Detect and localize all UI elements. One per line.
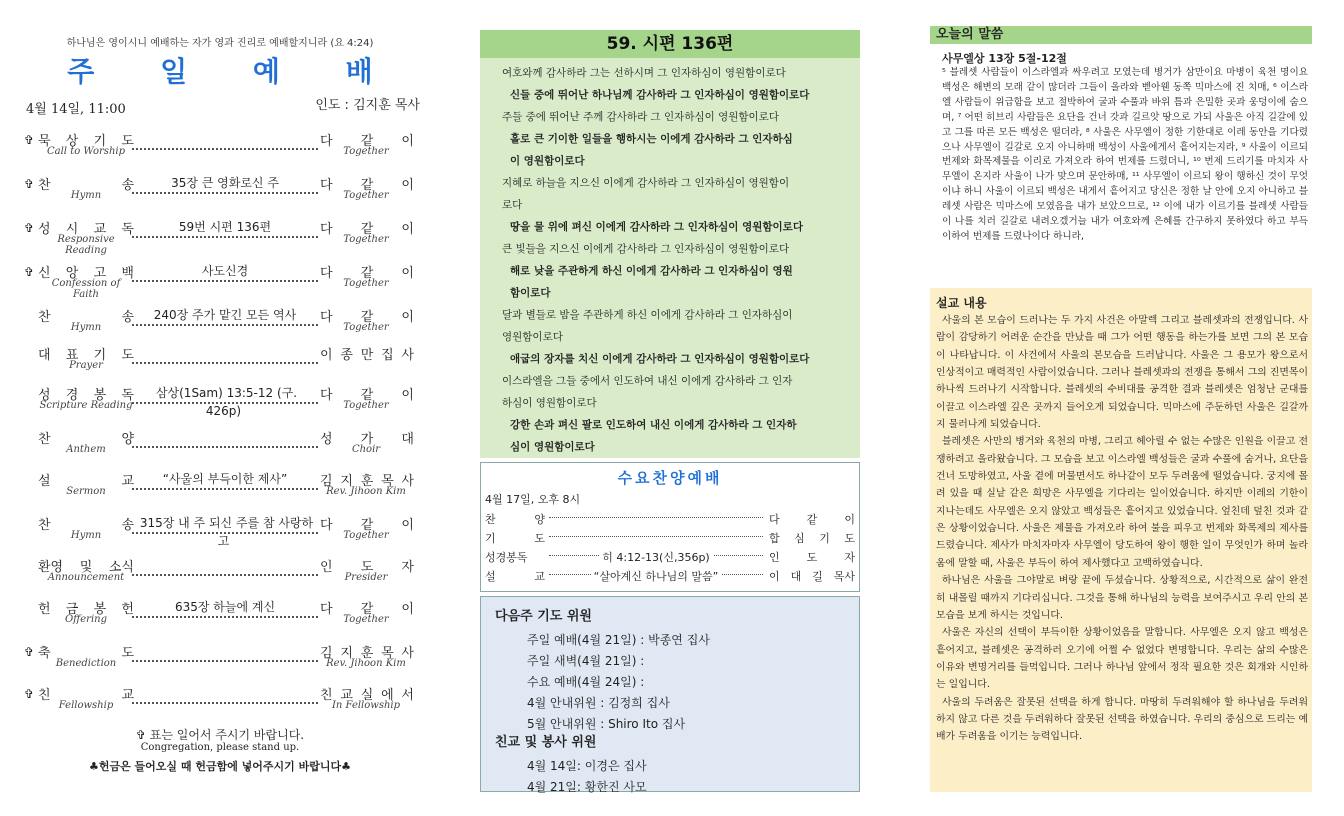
order-item-person: 다 같 이: [320, 266, 414, 281]
sermon-paragraph: 블레셋은 사만의 병거와 육천의 마병, 그리고 헤아릴 수 없는 수많은 인원을 이끌고 전쟁하려고 올라왔습니다. 그 모습을 보고 이스라엘 백성들은 굴과 수풀에 숨거나, 요단을 건너 도망하였고, 사울 곁에 머물면서도 하나같이 모두 두려움에 떨었습니다. 궁지에 몰려 있을 때 실낱 같은 희망은 사무엘을 기다리는 일이었습니다. 하지만 이레의 기한이 지나는데도 사무엘은 오지 않았고 백성들은 흩어지고 있었습니다. 엎친데 덮친 것과 같은 상황이었습니다. 사울은 제물을 가져오라 하여 불을 피우고 번제와 화목제의 제사를 드렸습니다. 제사가 마치자마자 사무엘이 당도하여 왕이 행한 일이 무엇인가 하며 놀라움에 말할 때, 사울은 부득이 하여 제사했다고 고백하였습니다.: [936, 436, 1308, 569]
order-item-person: 다 같 이: [320, 134, 414, 149]
stand-note: ✞ 표는 일어서 주시기 바랍니다.: [135, 728, 305, 742]
sermon-header: 설교 내용: [936, 296, 987, 310]
order-item: [20, 514, 420, 554]
order-item: [20, 306, 420, 346]
order-item-person: 김 지 훈 목 사: [320, 646, 414, 661]
leader-dots: [549, 536, 763, 537]
order-item-name: 환영 및 소식: [38, 560, 134, 575]
service-date: 4월 14일, 11:00: [26, 102, 126, 117]
order-item: [20, 598, 420, 638]
order-item-name: 찬 양: [38, 432, 134, 447]
stand-cross-icon: ✞: [24, 645, 35, 659]
psalm-line: 함이로다: [510, 287, 551, 299]
order-item-english: Confession of Faith: [51, 278, 121, 300]
order-item-name: 찬 송: [38, 310, 134, 325]
stand-cross-icon: ✞: [24, 133, 35, 147]
leader-dots: [132, 348, 318, 364]
order-item-person-english: Together: [343, 234, 389, 245]
fellowship-committee-item: 4월 21일: 황한진 사모: [527, 780, 647, 794]
order-item-person: 친 교 실 에 서: [320, 688, 414, 703]
psalm-line: 강한 손과 펴신 팔로 인도하여 내신 이에게 감사하라 그 인자하: [510, 419, 797, 431]
fellowship-committee-item: 4월 14일: 이경은 집사: [527, 759, 647, 773]
wednesday-service-box: [480, 462, 860, 592]
order-item-person-english: Together: [343, 614, 389, 625]
stand-note-english: Congregation, please stand up.: [140, 742, 300, 753]
order-item: [20, 470, 420, 510]
order-item-detail: 635장 하늘에 계신: [172, 600, 278, 614]
order-item-person: 다 같 이: [320, 310, 414, 325]
psalm-line: 애굽의 장자를 치신 이에게 감사하라 그 인자하심이 영원함이로다: [510, 353, 810, 365]
order-item-person-english: Together: [343, 400, 389, 411]
prayer-committee-item: 주일 새벽(4월 21일) :: [527, 654, 645, 668]
order-item-english: Prayer: [69, 360, 103, 371]
wednesday-item-name: 성경봉독: [485, 551, 528, 564]
order-item-detail: 삼상(1Sam) 13:5-12 (구. 426p): [153, 386, 297, 418]
order-item-person: 다 같 이: [320, 388, 414, 403]
order-item-english: Sermon: [66, 486, 106, 497]
psalm-lines: [502, 62, 852, 458]
order-item: [20, 428, 420, 468]
wednesday-order-item: [485, 549, 855, 567]
wednesday-order-item: [485, 511, 855, 529]
order-item-name: 신 앙 고 백: [38, 266, 134, 281]
wednesday-item-person: 다 같 이: [769, 513, 855, 526]
order-item-person: 다 같 이: [320, 518, 414, 533]
sermon-paragraph: 사울의 두려움은 잘못된 선택을 하게 합니다. 마땅히 두려워해야 할 하나님을 두려워 하지 않고 다른 것을 두려워하다 잘못된 선택을 하였습니다. 우리의 중심으로 드리는 예배가 두려움을 이기는 능력입니다.: [936, 696, 1308, 743]
order-item: [20, 556, 420, 596]
order-item-english: Offering: [64, 614, 108, 625]
psalm-line: 지혜로 하늘을 지으신 이에게 감사하라 그 인자하심이 영원함이: [502, 177, 790, 189]
sermon-summary-box: [930, 288, 1312, 792]
wednesday-order-item: [485, 568, 855, 586]
order-item-english: Hymn: [70, 530, 102, 541]
psalm-line: 심이 영원함이로다: [510, 441, 595, 453]
stand-cross-icon: ✞: [24, 265, 35, 279]
wednesday-item-name: 설 교: [485, 570, 545, 583]
psalm-line: 주들 중에 뛰어난 주께 감사하라 그 인자하심이 영원함이로다: [502, 111, 779, 123]
order-item-person-english: Together: [343, 190, 389, 201]
fellowship-committee-header: 친교 및 봉사 위원: [495, 735, 597, 750]
order-item: [20, 262, 420, 302]
order-item-person: 다 같 이: [320, 178, 414, 193]
wednesday-item-detail: “살아계신 하나님의 말씀”: [591, 570, 722, 583]
leader-dots: [132, 646, 318, 662]
scripture-text: ⁵ 블레셋 사람들이 이스라엘과 싸우려고 모였는데 병거가 삼만이요 마병이 육천 명이요 백성은 해변의 모래 같이 많더라 그들이 올라와 벧아웬 동쪽 믹마스에 진 치매, ⁶ 이스라엘 사람들이 위급함을 보고 절박하여 굴과 수풀과 바위 틈과 은밀한 곳과 웅덩이에 숨으며, ⁷ 어떤 히브리 사람들은 요단을 건너 갓과 길르앗 땅으로 가되 사울은 아직 길갈에 있고 그를 따른 모든 백성은 떨더라, ⁸ 사울은 사무엘이 정한 기한대로 이레 동안을 기다렸으나 사무엘이 길갈로 오지 아니하매 백성이 사울에게서 흩어지는지라, ⁹ 사울이 이르되 번제와 화목제물을 이리로 가져오라 하여 번제를 드렸더니, ¹⁰ 번제 드리기를 마치자 사무엘이 온지라 사울이 나가 맞으며 문안하매, ¹¹ 사무엘이 이르되 왕이 행하신 것이 무엇이냐 하니 사울이 이르되 백성은 내게서 흩어지고 당신은 정한 날 안에 오지 아니하고 블레셋 사람은 믹마스에 모였음을 내가 보았으므로, ¹² 이에 내가 이르기를 블레셋 사람들이 나를 치러 길갈로 내려오겠거늘 내가 여호와께 은혜를 간구하지 못하였다 하고 부득이하여 번제를 드렸나이다 하니라,: [942, 67, 1308, 242]
order-item: [20, 218, 420, 258]
order-item: [20, 344, 420, 384]
order-item-person-english: Choir: [351, 444, 381, 455]
order-item-person-english: Together: [343, 530, 389, 541]
order-item-detail: 사도신경: [199, 264, 251, 278]
psalm-line: 큰 빛들을 지으신 이에게 감사하라 그 인자하심이 영원함이로다: [502, 243, 790, 255]
sermon-text: [936, 312, 1308, 746]
wednesday-date: 4월 17일, 오후 8시: [485, 493, 581, 506]
psalm-title: 59. 시편 136편: [480, 30, 860, 58]
wednesday-item-person: 합 심 기 도: [769, 532, 855, 545]
order-item-name: 찬 송: [38, 518, 134, 533]
order-item-person-english: Rev. Jihoon Kim: [326, 658, 406, 669]
leader-dots: [132, 432, 318, 448]
order-item-english: Call to Worship: [47, 146, 125, 157]
order-item-person-english: Rev. Jihoon Kim: [326, 486, 406, 497]
stand-cross-icon: ✞: [24, 687, 35, 701]
sermon-paragraph: 하나님은 사울을 그야말로 벼랑 끝에 두셨습니다. 상황적으로, 시간적으로 삶이 완전히 내몰릴 때까지 기다리십니다. 그것을 통해 하나님의 능력을 보여주시고 우리 안의 본 모습을 보게 하시는 것입니다.: [936, 575, 1308, 621]
order-item-detail: “사울의 부득이한 제사”: [160, 472, 290, 486]
order-item-person: 다 같 이: [320, 222, 414, 237]
psalm-line: 이스라엘을 그들 중에서 인도하여 내신 이에게 감사하라 그 인자: [502, 375, 793, 387]
prayer-committee-item: 5월 안내위원 : Shiro Ito 집사: [527, 717, 686, 731]
order-item-name: 묵 상 기 도: [38, 134, 134, 149]
wednesday-title: 수요찬양예배: [617, 469, 723, 487]
order-item-detail: 315장 내 주 되신 주를 참 사랑하고: [137, 516, 313, 548]
order-item-name: 성 경 봉 독: [38, 388, 134, 403]
duties-box: [480, 596, 860, 792]
order-item-person: 이 종 만 집 사: [320, 348, 414, 363]
order-item-person: 김 지 훈 목 사: [320, 474, 414, 489]
order-item-name: 친 교: [38, 688, 134, 703]
order-item-detail: 59번 시편 136편: [176, 220, 274, 234]
responsive-reading-box: [480, 30, 860, 458]
order-item-english: Hymn: [70, 322, 102, 333]
order-item: [20, 642, 420, 682]
wednesday-item-person: 인 도 자: [769, 551, 855, 564]
order-item-name: 찬 송: [38, 178, 134, 193]
sermon-paragraph: 사울의 본 모습이 드러나는 두 가지 사건은 아말렉 그리고 블레셋과의 전쟁입니다. 사람이 감당하기 어려운 순간을 만났을 때 그가 어떤 행동을 하는가를 보면 그의 본 모습이 나타납니다. 이 사건에서 사울의 본모습을 드러납니다. 사울은 그 용모가 왕으로서 인상적이고 매력적인 사람이었습니다. 그러나 블레셋과의 전쟁을 통해서 그의 진면목이 하나씩 드러나기 시작합니다. 블레셋의 수비대를 공격한 결과 블레셋은 엄청난 군대를 이끌고 이스라엘 깊은 곳까지 들어오게 되었습니다. 믹마스에 주둔하던 사울은 길갈까지 물러나게 되었습니다.: [936, 315, 1308, 431]
order-item-detail: 240장 주가 맡긴 모든 역사: [151, 308, 300, 322]
offering-note: ♣헌금은 들어오실 때 헌금함에 넣어주시기 바랍니다♣: [88, 760, 351, 773]
psalm-line: 홀로 큰 기이한 일들을 행하시는 이에게 감사하라 그 인자하심: [510, 133, 793, 145]
wednesday-item-name: 찬 양: [485, 513, 545, 526]
psalm-line: 이 영원함이로다: [510, 155, 585, 167]
order-item-english: Hymn: [70, 190, 102, 201]
order-item-person-english: Together: [343, 322, 389, 333]
order-item-name: 헌 금 봉 헌: [38, 602, 134, 617]
psalm-line: 땅을 물 위에 펴신 이에게 감사하라 그 인자하심이 영원함이로다: [510, 221, 803, 233]
page-title: 주 일 예 배: [67, 55, 401, 88]
order-item-person-english: Presider: [344, 572, 388, 583]
order-item: [20, 130, 420, 170]
service-leader: 인도 : 김지훈 목사: [315, 98, 420, 113]
leader-dots: [132, 688, 318, 704]
psalm-line: 신들 중에 뛰어난 하나님께 감사하라 그 인자하심이 영원함이로다: [510, 89, 810, 101]
order-item-name: 성 시 교 독: [38, 222, 134, 237]
order-item-english: Announcement: [47, 572, 125, 583]
psalm-line: 영원함이로다: [502, 331, 563, 343]
stand-cross-icon: ✞: [24, 221, 35, 235]
order-item: [20, 384, 420, 424]
order-item-person-english: Together: [343, 146, 389, 157]
order-item-name: 대 표 기 도: [38, 348, 134, 363]
psalm-line: 달과 별들로 밤을 주관하게 하신 이에게 감사하라 그 인자하심이: [502, 309, 793, 321]
leader-dots: [549, 517, 763, 518]
psalm-line: 여호와께 감사하라 그는 선하시며 그 인자하심이 영원함이로다: [502, 67, 786, 79]
wednesday-order-item: [485, 530, 855, 548]
header-verse: 하나님은 영이시니 예배하는 자가 영과 진리로 예배할지니라 (요 4:24): [66, 38, 374, 49]
order-item-person: 다 같 이: [320, 602, 414, 617]
prayer-committee-item: 주일 예배(4월 21일) : 박종연 집사: [527, 633, 710, 647]
psalm-line: 로다: [502, 199, 523, 211]
order-item: [20, 174, 420, 214]
order-item-english: Scripture Reading: [39, 400, 133, 411]
leader-dots: [132, 134, 318, 150]
todays-word-header: 오늘의 말씀: [930, 26, 1312, 44]
order-item: [20, 684, 420, 724]
order-item-english: Benediction: [55, 658, 117, 669]
order-item-person: 성 가 대: [320, 432, 414, 447]
order-item-person-english: Together: [343, 278, 389, 289]
sermon-paragraph: 사울은 자신의 선택이 부득이한 상황이었음을 말합니다. 사무엘은 오지 않고 백성은 흩어지고, 블레셋은 공격하러 오기에 어쩔 수 없었다 변명합니다. 우리는 삶의 수많은 이유와 변명거리를 들먹입니다. 그러나 하나님 앞에서 정작 필요한 것은 회개와 시인하는 일입니다.: [936, 627, 1308, 691]
scripture-reference: 사무엘상 13장 5절-12절: [942, 52, 1067, 65]
stand-cross-icon: ✞: [24, 177, 35, 191]
wednesday-item-person: 이 대 길 목사: [769, 570, 855, 583]
order-item-name: 설 교: [38, 474, 134, 489]
wednesday-item-name: 기 도: [485, 532, 545, 545]
order-item-person: 인 도 자: [320, 560, 414, 575]
psalm-line: 하심이 영원함이로다: [502, 397, 597, 409]
todays-word-box: [930, 26, 1312, 288]
prayer-committee-item: 4월 안내위원 : 김정희 집사: [527, 696, 670, 710]
psalm-line: 해로 낮을 주관하게 하신 이에게 감사하라 그 인자하심이 영원: [510, 265, 793, 277]
order-item-detail: 35장 큰 영화로신 주: [168, 176, 282, 190]
order-item-english: Anthem: [66, 444, 106, 455]
order-item-person-english: In Fellowship: [331, 700, 401, 711]
leader-dots: [132, 560, 318, 576]
sunday-service-column: [20, 30, 420, 790]
prayer-committee-item: 수요 예배(4월 24일) :: [527, 675, 645, 689]
prayer-committee-header: 다음주 기도 위원: [495, 609, 592, 624]
wednesday-item-detail: 히 4:12-13(신,356p): [599, 551, 712, 564]
order-item-english: Fellowship: [58, 700, 114, 711]
order-item-english: Responsive Reading: [57, 234, 115, 256]
order-item-name: 축 도: [38, 646, 134, 661]
